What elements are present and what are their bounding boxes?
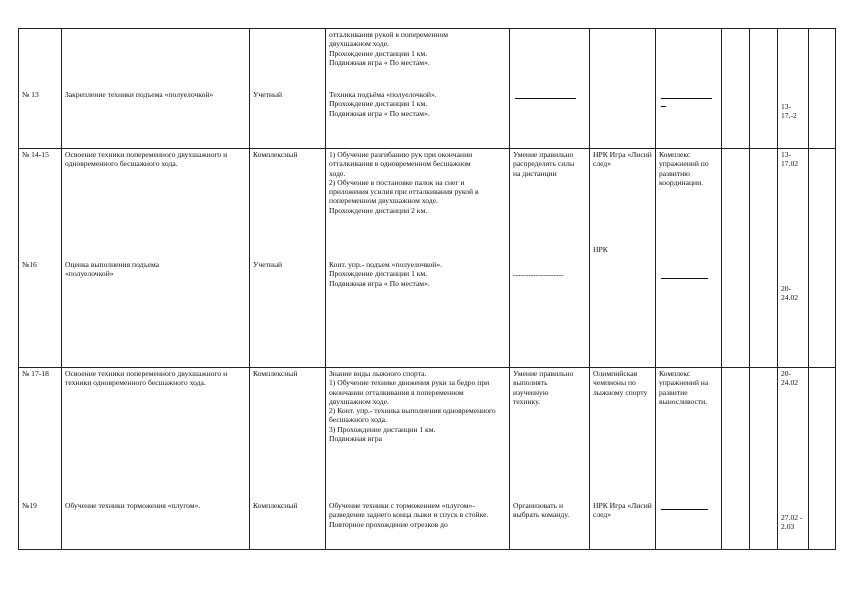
table-row [19, 368, 836, 550]
content-line: Подвижная игра [329, 433, 382, 443]
content-line: 1) Обучение разгибанию рук при окончании отталкивания в одновременном бесшажном ходе. [329, 150, 473, 178]
content-line: Подвижная игра « По местам». [329, 108, 430, 118]
lesson-topic: Освоение техники попеременного двухшажного и техники одновременного бесшажного хода. [65, 369, 228, 388]
content-line: Конт. упр.- подъем «полуелочкой». [329, 260, 443, 269]
lesson-type: Учетный [253, 260, 283, 269]
lesson-result: Организовать и выбрать команду. [513, 501, 570, 520]
date-cell [778, 29, 809, 149]
empty-dash [661, 278, 708, 279]
regional-component: НРК Игра «Лисий след» [593, 150, 652, 169]
extra-cell [722, 368, 750, 550]
content-line: Прохождение дистанции 1 км. [329, 269, 428, 279]
lesson-dates: 20-24.02 [781, 284, 799, 303]
lesson-number: №16 [22, 260, 37, 269]
content-line: Обучение техники с торможением «плугом»- разведение заднего конца лыжи и спуск в стойке. [329, 501, 489, 520]
lesson-topic-cell [62, 29, 250, 149]
regional-cell [590, 149, 656, 368]
regional-cell [590, 368, 656, 550]
content-line: Подвижная игра « По местам». [329, 57, 430, 67]
lesson-number-cell [19, 29, 62, 149]
lesson-topic: Оценка выполнения подъема «полуелочкой» [65, 260, 159, 279]
extra-cell [750, 29, 778, 149]
extra-cell [809, 368, 836, 550]
content-line: 3) Прохождение дистанции 1 км. [329, 424, 436, 434]
extra-cell [809, 149, 836, 368]
lesson-result: Умение правильно выполнять изученную технику. [513, 369, 574, 406]
result-cell [510, 368, 590, 550]
lesson-dates: 27.02 - 2.03 [781, 513, 803, 532]
lesson-dates: 13-17.02 [781, 150, 799, 169]
lesson-topic: Обучение техники торможения «плугом». [65, 501, 201, 510]
lesson-type: Комплексный [253, 369, 298, 378]
date-cell [778, 368, 809, 550]
extra-cell [809, 29, 836, 149]
extra-cell [722, 149, 750, 368]
lesson-content-cell [326, 29, 510, 149]
homework: Комплекс упражнений на развитие выносливости. [659, 369, 709, 406]
table-row [19, 149, 836, 368]
empty-dash [515, 98, 576, 99]
content-line: Подвижная игра « По местам». [329, 278, 430, 288]
content-line: двухшажном ходе. [329, 39, 389, 49]
lesson-type: Комплексный [253, 501, 298, 510]
extra-cell [750, 368, 778, 550]
lesson-content-cell [326, 149, 510, 368]
lesson-result: Умение правильно распределять силы на дистанции [513, 150, 575, 178]
empty-dash [661, 106, 666, 107]
extra-cell [722, 29, 750, 149]
lesson-number: № 14-15 [22, 150, 49, 159]
content-line: 2) Конт. упр.- техника выполнения одновременного бесшажного хода. [329, 406, 496, 425]
lesson-type: Комплексный [253, 150, 298, 159]
result-cell [510, 149, 590, 368]
lesson-topic-cell [62, 368, 250, 550]
empty-dash [661, 509, 708, 510]
homework-cell [656, 149, 722, 368]
lesson-dates: 20-24.02 [781, 369, 799, 388]
content-line: 2) Обучение в постановке палок на снег и приложения усилия при отталкивания рукой в попеременном двухшажном ходе. [329, 177, 479, 206]
regional-cell [590, 29, 656, 149]
homework-cell [656, 368, 722, 550]
empty-dash [661, 98, 712, 99]
lesson-topic: Закрепление техники подъема «полуелочкой» [65, 90, 214, 99]
regional-component: Олимпийская чемпионы по лыжному спорту [593, 369, 648, 397]
lesson-dates: 13-17.-2 [781, 102, 797, 121]
content-line: Прохождение дистанции 1 км. [329, 48, 428, 58]
lesson-number: № 17-18 [22, 369, 49, 378]
content-line: Техника подъёма «полуелочкой». [329, 90, 437, 99]
content-line: отталкивания рукой в попеременном [329, 30, 449, 39]
extra-cell [750, 149, 778, 368]
regional-component: НРК Игра «Лисий след» [593, 501, 652, 520]
date-cell [778, 149, 809, 368]
lesson-type-cell [250, 149, 326, 368]
lesson-topic: Освоение техники попеременного двухшажного и одновременного бесшажного хода. [65, 150, 228, 169]
lesson-result-dash: -------------------- [513, 270, 564, 279]
content-line: Повторное прохождение отрезков до [329, 519, 448, 529]
content-line: 1) Обучение технике движения руки за бедро при окончании отталкивания в попеременном двухшажном ходе. [329, 378, 490, 406]
result-cell [510, 29, 590, 149]
lesson-type: Учетный [253, 90, 283, 99]
lesson-content-cell [326, 368, 510, 550]
lesson-number-cell [19, 149, 62, 368]
lesson-number: №19 [22, 501, 37, 510]
content-line: Прохождение дистанции 2 км. [329, 205, 428, 215]
table-row [19, 29, 836, 149]
lesson-number-cell [19, 368, 62, 550]
lesson-topic-cell [62, 149, 250, 368]
content-line: Знание виды лыжного спорта. [329, 369, 427, 378]
homework: Комплекс упражнений по развитию координации. [659, 150, 709, 187]
regional-component: НРК [593, 245, 608, 254]
lesson-plan-table [18, 28, 836, 550]
lesson-type-cell [250, 29, 326, 149]
lesson-type-cell [250, 368, 326, 550]
homework-cell [656, 29, 722, 149]
content-line: Прохождение дистанции 1 км. [329, 99, 428, 109]
lesson-number: № 13 [22, 90, 39, 99]
